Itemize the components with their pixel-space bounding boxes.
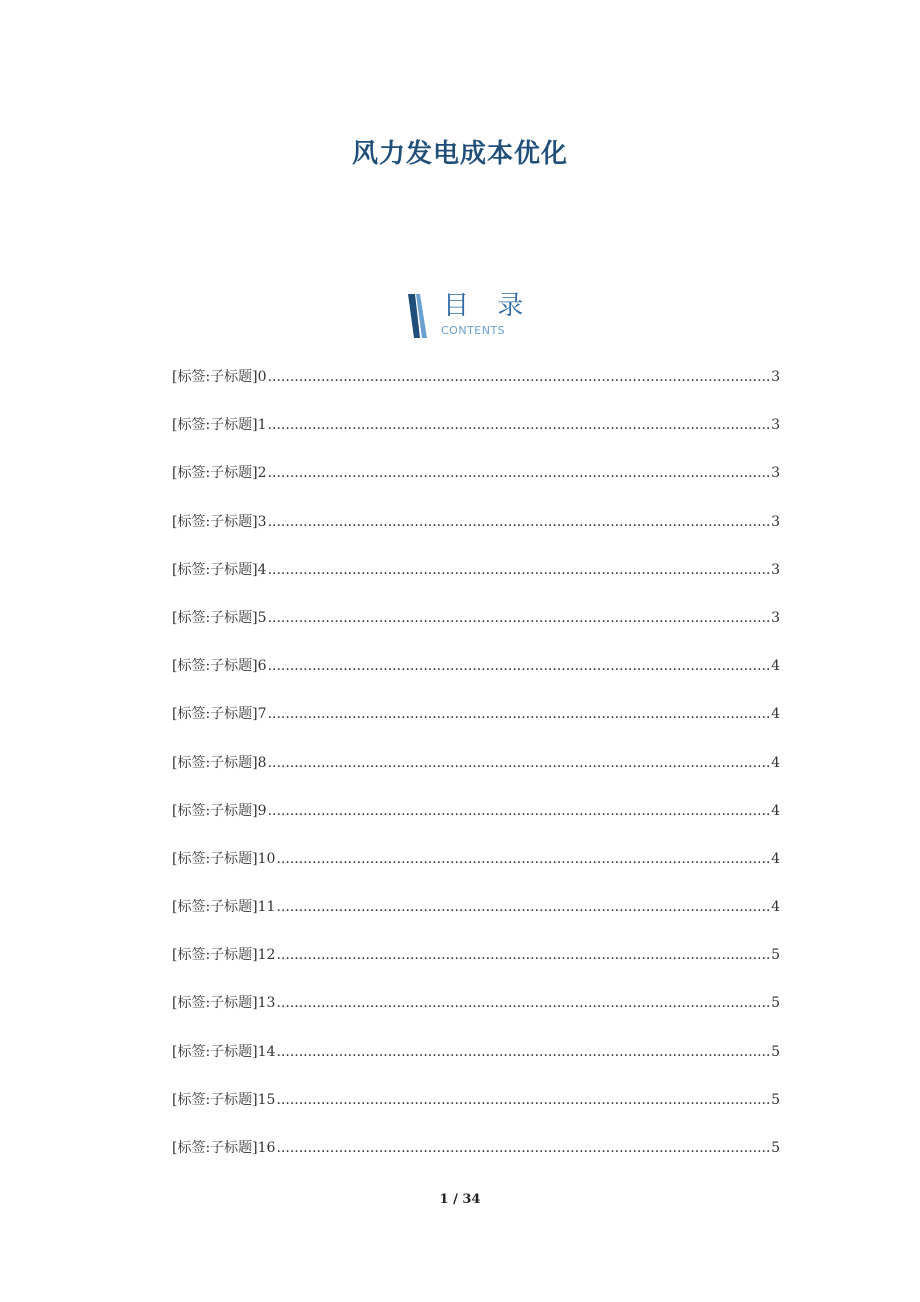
toc-entry-page: 4 xyxy=(771,899,780,916)
toc-dot-leader xyxy=(276,896,770,918)
page-number: 1 / 34 xyxy=(439,1192,481,1207)
toc-entry[interactable] xyxy=(172,655,780,703)
toc-dot-leader xyxy=(268,366,771,388)
toc-entry-label: [标签:子标题]1 xyxy=(172,417,267,434)
toc-entry[interactable] xyxy=(172,1089,780,1137)
toc-entry[interactable] xyxy=(172,511,780,559)
toc-dot-leader xyxy=(268,607,771,629)
toc-entry[interactable] xyxy=(172,607,780,655)
toc-entry-page: 4 xyxy=(771,802,780,819)
toc-entry-page: 3 xyxy=(771,417,780,434)
toc-entry-page: 5 xyxy=(771,1043,780,1060)
document-title: 风力发电成本优化 xyxy=(351,139,568,170)
toc-entry-page: 3 xyxy=(771,369,780,385)
toc-entry-page: 3 xyxy=(771,609,780,626)
toc-dot-leader xyxy=(268,462,771,484)
toc-entry-page: 3 xyxy=(771,465,780,482)
toc-dot-leader xyxy=(268,511,771,533)
toc-entry-label: [标签:子标题]13 xyxy=(172,995,276,1012)
toc-entry-page: 4 xyxy=(771,754,780,771)
toc-entry-page: 5 xyxy=(771,1091,780,1108)
toc-header xyxy=(406,291,534,340)
toc-entry-page: 4 xyxy=(771,658,780,675)
toc-dot-leader xyxy=(276,992,770,1014)
toc-entry-label: [标签:子标题]0 xyxy=(172,369,267,385)
toc-entry[interactable] xyxy=(172,944,780,992)
toc-dot-leader xyxy=(276,1137,770,1159)
toc-entry-label: [标签:子标题]11 xyxy=(172,899,276,916)
toc-entry-page: 3 xyxy=(771,561,780,578)
table-of-contents xyxy=(172,366,780,1185)
toc-entry-label: [标签:子标题]15 xyxy=(172,1091,276,1108)
toc-entry[interactable] xyxy=(172,752,780,800)
toc-dot-leader xyxy=(268,414,771,436)
toc-dot-leader xyxy=(276,1041,770,1063)
toc-heading: 目 录 xyxy=(443,291,534,321)
toc-entry-label: [标签:子标题]6 xyxy=(172,658,267,675)
toc-entry[interactable] xyxy=(172,848,780,896)
toc-dot-leader xyxy=(268,559,771,581)
toc-entry-page: 3 xyxy=(771,513,780,530)
toc-dot-leader xyxy=(268,703,771,725)
toc-entry-label: [标签:子标题]12 xyxy=(172,947,276,964)
toc-entry[interactable] xyxy=(172,414,780,462)
toc-entry-label: [标签:子标题]16 xyxy=(172,1140,276,1156)
toc-entry[interactable] xyxy=(172,366,780,414)
toc-entry[interactable] xyxy=(172,800,780,848)
toc-entry-label: [标签:子标题]4 xyxy=(172,561,267,578)
toc-entry[interactable] xyxy=(172,992,780,1040)
toc-entry[interactable] xyxy=(172,1137,780,1185)
toc-entry-label: [标签:子标题]14 xyxy=(172,1043,276,1060)
toc-entry-page: 4 xyxy=(771,850,780,867)
toc-entry-label: [标签:子标题]7 xyxy=(172,706,267,723)
toc-entry[interactable] xyxy=(172,1041,780,1089)
toc-entry-label: [标签:子标题]9 xyxy=(172,802,267,819)
toc-entry-label: [标签:子标题]3 xyxy=(172,513,267,530)
toc-entry-label: [标签:子标题]10 xyxy=(172,850,276,867)
toc-entry-page: 5 xyxy=(771,947,780,964)
toc-dot-leader xyxy=(268,800,771,822)
toc-dot-leader xyxy=(276,944,770,966)
toc-entry-label: [标签:子标题]5 xyxy=(172,609,267,626)
toc-entry[interactable] xyxy=(172,559,780,607)
toc-dot-leader xyxy=(276,1089,770,1111)
toc-entry-page: 5 xyxy=(771,1140,780,1156)
toc-dot-leader xyxy=(268,655,771,677)
toc-dot-leader xyxy=(276,848,770,870)
toc-entry-label: [标签:子标题]2 xyxy=(172,465,267,482)
toc-heading-en: CONTENTS xyxy=(441,324,506,337)
toc-entry[interactable] xyxy=(172,462,780,510)
toc-entry[interactable] xyxy=(172,703,780,751)
toc-dot-leader xyxy=(268,752,771,774)
toc-entry[interactable] xyxy=(172,896,780,944)
toc-entry-page: 5 xyxy=(771,995,780,1012)
toc-logo-icon xyxy=(406,294,432,338)
toc-entry-page: 4 xyxy=(771,706,780,723)
toc-entry-label: [标签:子标题]8 xyxy=(172,754,267,771)
